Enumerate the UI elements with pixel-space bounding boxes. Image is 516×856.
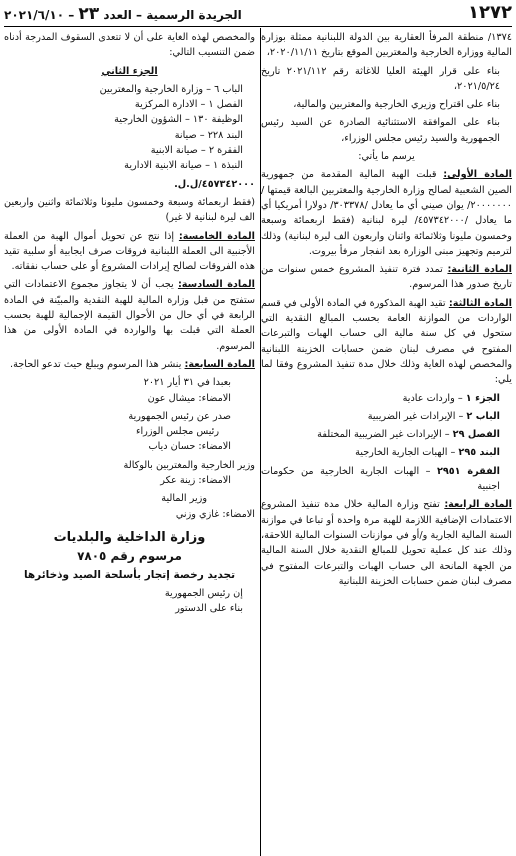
gazette-title (4, 4, 242, 24)
budget-line (261, 427, 512, 442)
decree-number: مرسوم رقم ٧٨٠٥ (77, 549, 182, 564)
paragraph: بناء على قرار الهيئة العليا للاغاثة رقم ٢٠٢١/١١٢ تاريخ ٢٠٢١/٥/٢٤، (261, 65, 500, 92)
paragraph: بناء على الدستور (175, 603, 243, 615)
allocation-line: الفقرة ٢ – صيانة الابنية (150, 145, 243, 157)
signature: الامضاء: ميشال عون (147, 392, 231, 404)
article-text: تمدد فترة تنفيذ المشروع خمس سنوات من تاريخ صدور هذا المرسوم. (261, 264, 512, 291)
article-text: قبلت الهبة المالية المقدمة من جمهورية الصين الشعبية لصالح وزارة الخارجية والمغتربين البالغة قيمتها /٢٠٠٠٠٠٠٠/ يوان صيني أي ما يعادل /٣٠٣٣٧٨/ دولارا أمريكيا أي ما يعادل /٤٥٧٣٤٢٠٠٠/ ليرة لبنانية (فقط اربعمائة وسبعة وخمسون مليونا وثلاثمائة واثنان واربعون الف ليرة لبنانية) وذلك لترميم وتجهيز مبنى الوزارة بعد انفجار مرفأ بيروت. (261, 169, 512, 257)
budget-label: الفصل ٢٩ (452, 429, 500, 441)
gazette-name: الجريدة الرسمية – العدد (103, 8, 242, 22)
page-number: ١٢٧٢ (468, 2, 512, 23)
budget-label: الجزء ١ (465, 392, 500, 404)
article-text: ينشر هذا المرسوم ويبلغ حيث تدعو الحاجة. (9, 358, 182, 370)
paragraph: بناء على الموافقة الاستثنائية الصادرة عن السيد رئيس الجمهورية والسيد رئيس مجلس الوزراء، (261, 117, 500, 144)
budget-text: – الإيرادات غير الضريبية المختلفة (317, 429, 450, 441)
part-title: الجزء الثاني (101, 65, 158, 77)
budget-line (261, 391, 512, 406)
article-text: تقيد الهبة المذكورة في المادة الأولى في قسم الواردات من الموازنة العامة بحسب المبالغ النقدية التي ستحول في كل سنة مالية الى حساب الهبات والتبرعات المفتوح في مصرف لبنان ضمن حسابات الخزينة اللبنانية والمخصص لهذه الغاية وذلك خلال مدة تنفيذ المشروع وفقا لما يلي: (261, 297, 512, 386)
budget-line (261, 409, 512, 424)
article-heading: المادة الثالثة: (448, 297, 512, 309)
signature: الامضاء: زينة عكر (160, 475, 231, 487)
ministry-title: وزارة الداخلية والبلديات (53, 529, 206, 545)
paragraph: إن رئيس الجمهورية (164, 587, 243, 599)
budget-label: الباب ٢ (466, 410, 500, 422)
article-1 (261, 167, 512, 259)
signature: الامضاء: غازي وزني (175, 508, 255, 520)
budget-label: الفقرة ٢٩٥١ (436, 465, 500, 477)
signature: الامضاء: حسان دياب (148, 441, 231, 453)
amount-words: (فقط اربعمائة وسبعة وخمسون مليونا وثلاثمائة واثنين واربعين الف ليرة لبنانية لا غير) (4, 196, 255, 224)
budget-text: – الإيرادات غير الضريبية (367, 410, 464, 422)
article-text: إذا نتج عن تحويل أموال الهبة من العملة الأجنبية الى العملة اللبنانية فروقات صرف ايجابية أو سلبية تقيد هذه الفروقات لصالح إيرادات المشروع أو على حساب نفقاته. (4, 230, 255, 273)
issue-date: – ٢٠٢١/٦/١٠ (4, 8, 75, 22)
article-text: تفتح وزارة المالية خلال مدة تنفيذ المشروع الاعتمادات الإضافية اللازمة للهبة مرة واحدة أو تباعا في موازنة السنة المالية الجارية و/أو في موازنات السنوات المالية اللاحقة، وذلك عند كل عملية تحويل للمبالغ النقدية خلال السنة المالية من الجهة المانحة الى حساب الهبات والتبرعات المفتوح في مصرف لبنان ضمن حسابات الخزينة اللبنانية (261, 499, 512, 587)
paragraph: بناء على اقتراح وزيري الخارجية والمغتربين والمالية، (293, 99, 500, 111)
page-header (4, 2, 512, 28)
budget-text: – الهبات الجارية الخارجية من حكومات اجنبية (261, 465, 500, 493)
date-line: بعبدا في ٣١ أيار ٢٠٢١ (143, 377, 231, 389)
decree-formula: يرسم ما يأتي: (358, 151, 415, 163)
decree-title: تجديد رخصة إتجار بأسلحة الصيد وذخائرها (23, 568, 236, 581)
allocation-line: البند ٢٢٨ – صيانة (174, 129, 243, 141)
article-heading: المادة الثانية: (447, 264, 512, 276)
left-column (4, 30, 255, 856)
signatory-title: وزير المالية (161, 493, 207, 505)
issue-number: ٢٣ (78, 4, 100, 24)
allocation-line: الفصل ١ – الادارة المركزية (134, 99, 243, 111)
allocation-line: الباب ٦ – وزارة الخارجية والمغتربين (99, 83, 243, 95)
article-7 (4, 357, 255, 372)
article-heading: المادة الرابعة: (444, 499, 512, 511)
paragraph: ١٣٧٤/ منطقة المرفأ العقارية بين الدولة اللبنانية ممثلة بوزارة المالية ووزارة الخارجية والمغتربين الموقع بتاريخ ٢٠٢٠/١١/١١، (261, 32, 512, 59)
budget-line (261, 464, 512, 495)
article-6 (4, 277, 255, 353)
allocation-line: النبذة ١ – صيانة الابنية الادارية (124, 160, 243, 172)
header-divider (4, 26, 512, 27)
article-heading: المادة السادسة: (177, 279, 255, 291)
article-3 (261, 296, 512, 388)
amount: ٤٥٧٣٤٢٠٠٠/ل.ل. (174, 178, 255, 190)
budget-text: – الهبات الجارية الخارجية (355, 447, 456, 459)
signatory-title: وزير الخارجية والمغتربين بالوكالة (123, 459, 255, 471)
right-column (261, 30, 512, 856)
issued-by: صدر عن رئيس الجمهورية (128, 410, 231, 422)
allocation-line: الوظيفة ١٣٠ – الشؤون الخارجية (114, 114, 243, 126)
article-heading: المادة الخامسة: (178, 230, 255, 242)
article-2 (261, 262, 512, 293)
budget-label: البند ٢٩٥ (458, 447, 500, 459)
article-5 (4, 229, 255, 275)
article-heading: المادة الأولى: (443, 169, 512, 181)
paragraph: والمخصص لهذه الغاية على أن لا تتعدى السقوف المدرجة أدناه ضمن التنسيب التالي: (4, 32, 255, 59)
article-heading: المادة السابعة: (184, 358, 255, 370)
article-text: يجب أن لا يتجاوز مجموع الاعتمادات التي ستفتح من قبل وزارة المالية للهبة النقدية والمبيّنة في المادة الرابعة في أي حال من الأحوال القيمة الإجمالية للهبة بحسب العملة التي قبلت بها والواردة في المادة الأولى من هذا المرسوم. (4, 279, 255, 352)
signatory-title: رئيس مجلس الوزراء (135, 426, 219, 438)
budget-line (261, 445, 512, 460)
article-4 (261, 497, 512, 589)
budget-text: – واردات عادية (402, 392, 463, 404)
